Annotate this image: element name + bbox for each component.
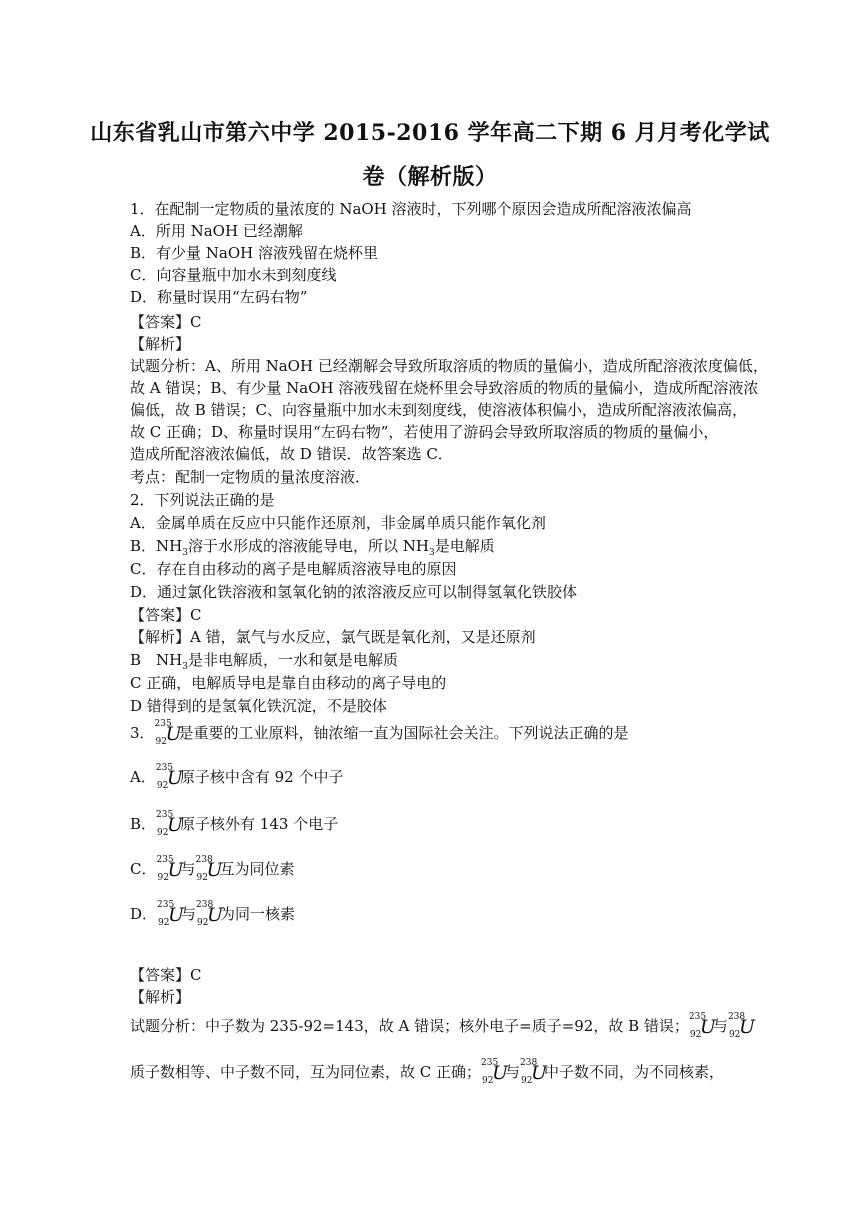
q2-option-b: B．$NH_3$溶于水形成的溶液能导电，所以 $NH_3$是电解质 — [130, 537, 495, 558]
q3-analysis-line-2: 质子数相等、中子数不同，互为同位素，故 C 正确； 235 92 U 与 238 92 U 中子数不同，为不同核素， — [130, 1058, 725, 1086]
q2-option-c: C．存在自由移动的离子是电解质溶液导电的原因 — [130, 560, 457, 578]
q3-answer: 【答案】C — [130, 966, 202, 984]
q2-stem: 2．下列说法正确的是 — [130, 491, 275, 509]
isotope-u235: 235 92 U — [481, 1058, 509, 1086]
q1-option-b: B．有少量 NaOH 溶液残留在烧杯里 — [130, 244, 379, 262]
q1-kaodian: 考点：配制一定物质的量浓度溶液． — [130, 468, 371, 486]
q2-answer: 【答案】C — [130, 606, 202, 624]
isotope-u235: 235 92 U — [154, 719, 182, 747]
document-title-line-1: 山东省乳山市第六中学 2015-2016 学年高二下期 6 月月考化学试 — [90, 120, 770, 146]
q1-option-c: C．向容量瓶中加水未到刻度线 — [130, 266, 337, 284]
isotope-u238: 238 92 U — [727, 1012, 755, 1040]
q1-analysis-line: 故 A 错误；B、有少量 NaOH 溶液残留在烧杯里会导致溶质的物质的量偏小，造成所配溶液浓 — [130, 379, 759, 397]
q2-analysis-a: 【解析】A 错，氯气与水反应，氯气既是氧化剂，又是还原剂 — [130, 628, 536, 646]
q3-option-a: A． 235 92 U 原子核中含有 92 个中子 — [130, 763, 344, 791]
isotope-u235: 235 92 U — [688, 1012, 716, 1040]
q3-option-c: C． 235 92 U 与 238 92 U 互为同位素 — [130, 855, 295, 883]
isotope-u235: 235 92 U — [156, 810, 184, 838]
isotope-u238: 238 92 U — [520, 1058, 548, 1086]
q2-analysis-b: B $NH_3$是非电解质，一水和氨是电解质 — [130, 651, 398, 672]
q2-analysis-d: D 错得到的是氢氧化铁沉淀，不是胶体 — [130, 697, 387, 715]
q3-analysis-label: 【解析】 — [130, 988, 191, 1006]
q1-analysis-line: 造成所配溶液浓偏低，故 D 错误．故答案选 C． — [130, 445, 453, 463]
q1-answer: 【答案】C — [130, 313, 202, 331]
q1-analysis-label: 【解析】 — [130, 335, 191, 353]
q1-analysis-line: 试题分析：A、所用 NaOH 已经潮解会导致所取溶质的物质的量偏小，造成所配溶液浓度偏低， — [130, 357, 768, 375]
isotope-u238: 238 92 U — [195, 855, 223, 883]
q3-option-b: B． 235 92 U 原子核外有 143 个电子 — [130, 810, 339, 838]
q1-analysis-line: 故 C 正确；D、称量时误用“左码右物”，若使用了游码会导致所取溶质的物质的量偏小， — [130, 423, 719, 441]
q3-analysis-line-1: 试题分析：中子数为 235-92=143，故 A 错误；核外电子=质子=92，故 B 错误； 235 92 U 与 238 92 U — [130, 1012, 755, 1040]
isotope-u235: 235 92 U — [155, 763, 183, 791]
q1-option-a: A．所用 NaOH 已经潮解 — [130, 222, 303, 240]
q2-option-a: A．金属单质在反应中只能作还原剂，非金属单质只能作氧化剂 — [130, 514, 546, 532]
q3-stem: 3． 235 92 U 是重要的工业原料，铀浓缩一直为国际社会关注。下列说法正确的是 — [130, 719, 629, 747]
q1-option-d: D．称量时误用“左码右物” — [130, 288, 308, 306]
q1-analysis-line: 偏低，故 B 错误；C、向容量瓶中加水未到刻度线，使溶液体积偏小，造成所配溶液浓偏高， — [130, 401, 748, 419]
q2-option-d: D．通过氯化铁溶液和氢氧化钠的浓溶液反应可以制得氢氧化铁胶体 — [130, 583, 578, 601]
q3-option-d: D． 235 92 U 与 238 92 U 为同一核素 — [130, 900, 296, 928]
isotope-u235: 235 92 U — [157, 900, 185, 928]
document-title-line-2: 卷（解析版） — [362, 164, 498, 190]
q1-stem: 1．在配制一定物质的量浓度的 NaOH 溶液时，下列哪个原因会造成所配溶液浓偏高 — [130, 200, 692, 218]
q2-analysis-c: C 正确，电解质导电是靠自由移动的离子导电的 — [130, 674, 447, 692]
isotope-u235: 235 92 U — [156, 855, 184, 883]
isotope-u238: 238 92 U — [196, 900, 224, 928]
